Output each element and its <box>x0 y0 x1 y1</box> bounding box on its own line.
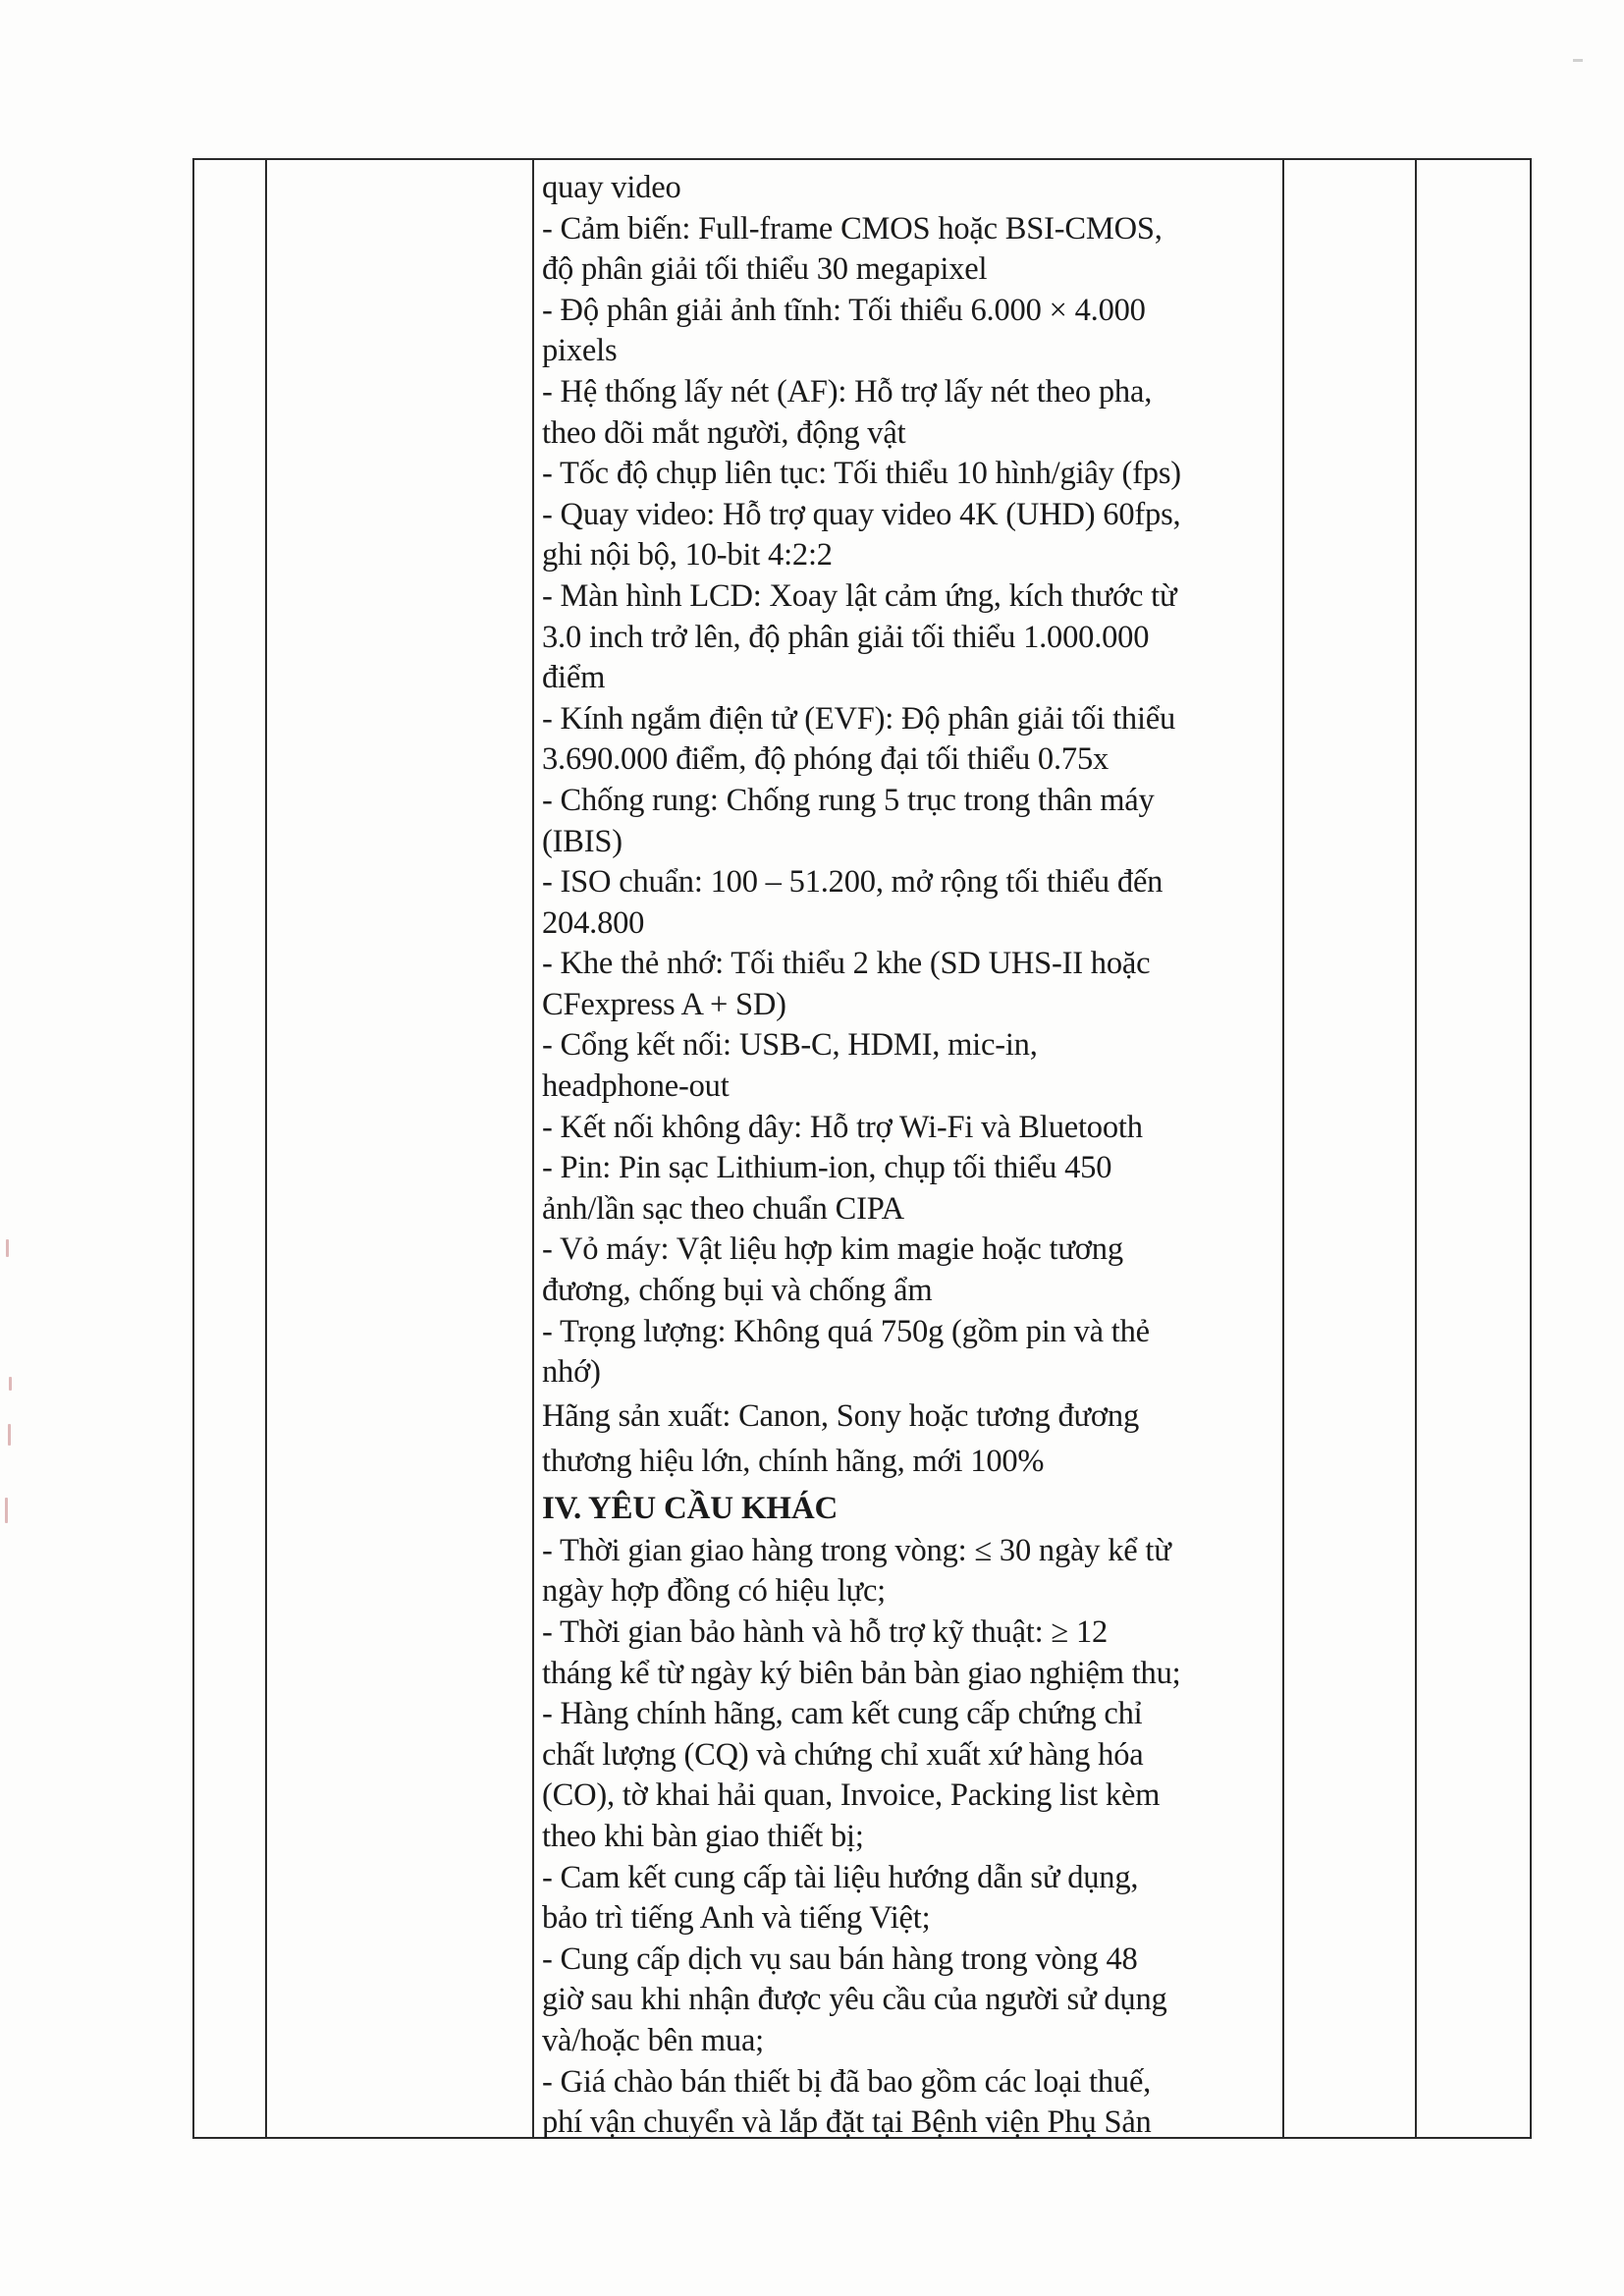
spec-line: - ISO chuẩn: 100 – 51.200, mở rộng tối thiểu đến <box>542 864 1164 901</box>
specification-cell <box>542 168 1278 2144</box>
spec-line: - Khe thẻ nhớ: Tối thiểu 2 khe (SD UHS-II hoặc <box>542 946 1151 982</box>
spec-line: nhớ) <box>542 1354 601 1391</box>
spec-line: (IBIS) <box>542 823 623 859</box>
spec-line: - Quay video: Hỗ trợ quay video 4K (UHD) 60fps, <box>542 496 1181 532</box>
requirement-line: - Cung cấp dịch vụ sau bán hàng trong vòng 48 <box>542 1941 1138 1977</box>
spec-line: - Độ phân giải ảnh tĩnh: Tối thiểu 6.000 × 4.000 <box>542 292 1146 328</box>
spec-line: 204.800 <box>542 904 645 941</box>
scan-artifact <box>1573 59 1583 62</box>
spec-line: độ phân giải tối thiểu 30 megapixel <box>542 251 988 288</box>
requirement-line: tháng kể từ ngày ký biên bản bàn giao nghiệm thu; <box>542 1655 1181 1691</box>
spec-line: điểm <box>542 660 606 696</box>
spec-line: - Cổng kết nối: USB-C, HDMI, mic-in, <box>542 1027 1038 1064</box>
spec-line: - Hệ thống lấy nét (AF): Hỗ trợ lấy nét theo pha, <box>542 373 1153 410</box>
scan-artifact <box>9 1377 12 1391</box>
requirement-line: (CO), tờ khai hải quan, Invoice, Packing list kèm <box>542 1777 1161 1814</box>
table-column-divider <box>1282 160 1284 2137</box>
requirement-line: - Thời gian giao hàng trong vòng: ≤ 30 ngày kể từ <box>542 1532 1171 1568</box>
scan-artifact <box>5 1498 8 1523</box>
spec-line: theo dõi mắt người, động vật <box>542 414 906 451</box>
scan-artifact <box>8 1424 11 1446</box>
requirement-line: và/hoặc bên mua; <box>542 2022 765 2058</box>
requirement-line: bảo trì tiếng Anh và tiếng Việt; <box>542 1900 931 1937</box>
spec-line: - Vỏ máy: Vật liệu hợp kim magie hoặc tương <box>542 1231 1123 1268</box>
table-column-divider <box>1415 160 1417 2137</box>
spec-line: 3.690.000 điểm, độ phóng đại tối thiểu 0.75x <box>542 741 1110 778</box>
requirement-line: ngày hợp đồng có hiệu lực; <box>542 1573 887 1610</box>
table-column-divider <box>532 160 534 2137</box>
spec-line: - Cảm biến: Full-frame CMOS hoặc BSI-CMOS, <box>542 210 1163 246</box>
spec-line: - Kết nối không dây: Hỗ trợ Wi-Fi và Bluetooth <box>542 1109 1143 1145</box>
spec-line: đương, chống bụi và chống ẩm <box>542 1273 933 1309</box>
section-heading: IV. YÊU CẦU KHÁC <box>542 1490 839 1526</box>
spec-line: 3.0 inch trở lên, độ phân giải tối thiểu 1.000.000 <box>542 619 1150 655</box>
requirement-line: theo khi bàn giao thiết bị; <box>542 1818 864 1854</box>
spec-line: thương hiệu lớn, chính hãng, mới 100% <box>542 1443 1045 1479</box>
requirement-line: - Giá chào bán thiết bị đã bao gồm các loại thuế, <box>542 2063 1152 2100</box>
spec-line: ảnh/lần sạc theo chuẩn CIPA <box>542 1190 904 1227</box>
spec-table <box>192 158 1532 2139</box>
spec-line: Hãng sản xuất: Canon, Sony hoặc tương đương <box>542 1397 1140 1434</box>
spec-line: - Pin: Pin sạc Lithium-ion, chụp tối thiểu 450 <box>542 1150 1112 1186</box>
spec-line: - Tốc độ chụp liên tục: Tối thiểu 10 hình/giây (fps) <box>542 456 1181 492</box>
requirement-line: chất lượng (CQ) và chứng chỉ xuất xứ hàng hóa <box>542 1736 1144 1773</box>
table-column-divider <box>265 160 267 2137</box>
spec-line: headphone-out <box>542 1068 730 1105</box>
spec-line: pixels <box>542 333 618 369</box>
spec-line: - Chống rung: Chống rung 5 trục trong thân máy <box>542 782 1155 818</box>
spec-line: - Kính ngắm điện tử (EVF): Độ phân giải tối thiểu <box>542 700 1176 737</box>
requirement-line: - Cam kết cung cấp tài liệu hướng dẫn sử dụng, <box>542 1859 1139 1895</box>
scan-artifact <box>6 1239 9 1257</box>
requirement-line: - Hàng chính hãng, cam kết cung cấp chứng chỉ <box>542 1696 1143 1732</box>
spec-line: ghi nội bộ, 10-bit 4:2:2 <box>542 537 833 574</box>
requirement-line: - Thời gian bảo hành và hỗ trợ kỹ thuật: ≥ 12 <box>542 1614 1109 1650</box>
spec-line: CFexpress A + SD) <box>542 986 786 1022</box>
spec-line: - Màn hình LCD: Xoay lật cảm ứng, kích thước từ <box>542 577 1177 614</box>
requirement-line: giờ sau khi nhận được yêu cầu của người sử dụng <box>542 1982 1167 2018</box>
requirement-line: phí vận chuyển và lắp đặt tại Bệnh viện Phụ Sản <box>542 2105 1152 2141</box>
spec-line: - Trọng lượng: Không quá 750g (gồm pin và thẻ <box>542 1313 1150 1349</box>
spec-line: quay video <box>542 170 681 205</box>
